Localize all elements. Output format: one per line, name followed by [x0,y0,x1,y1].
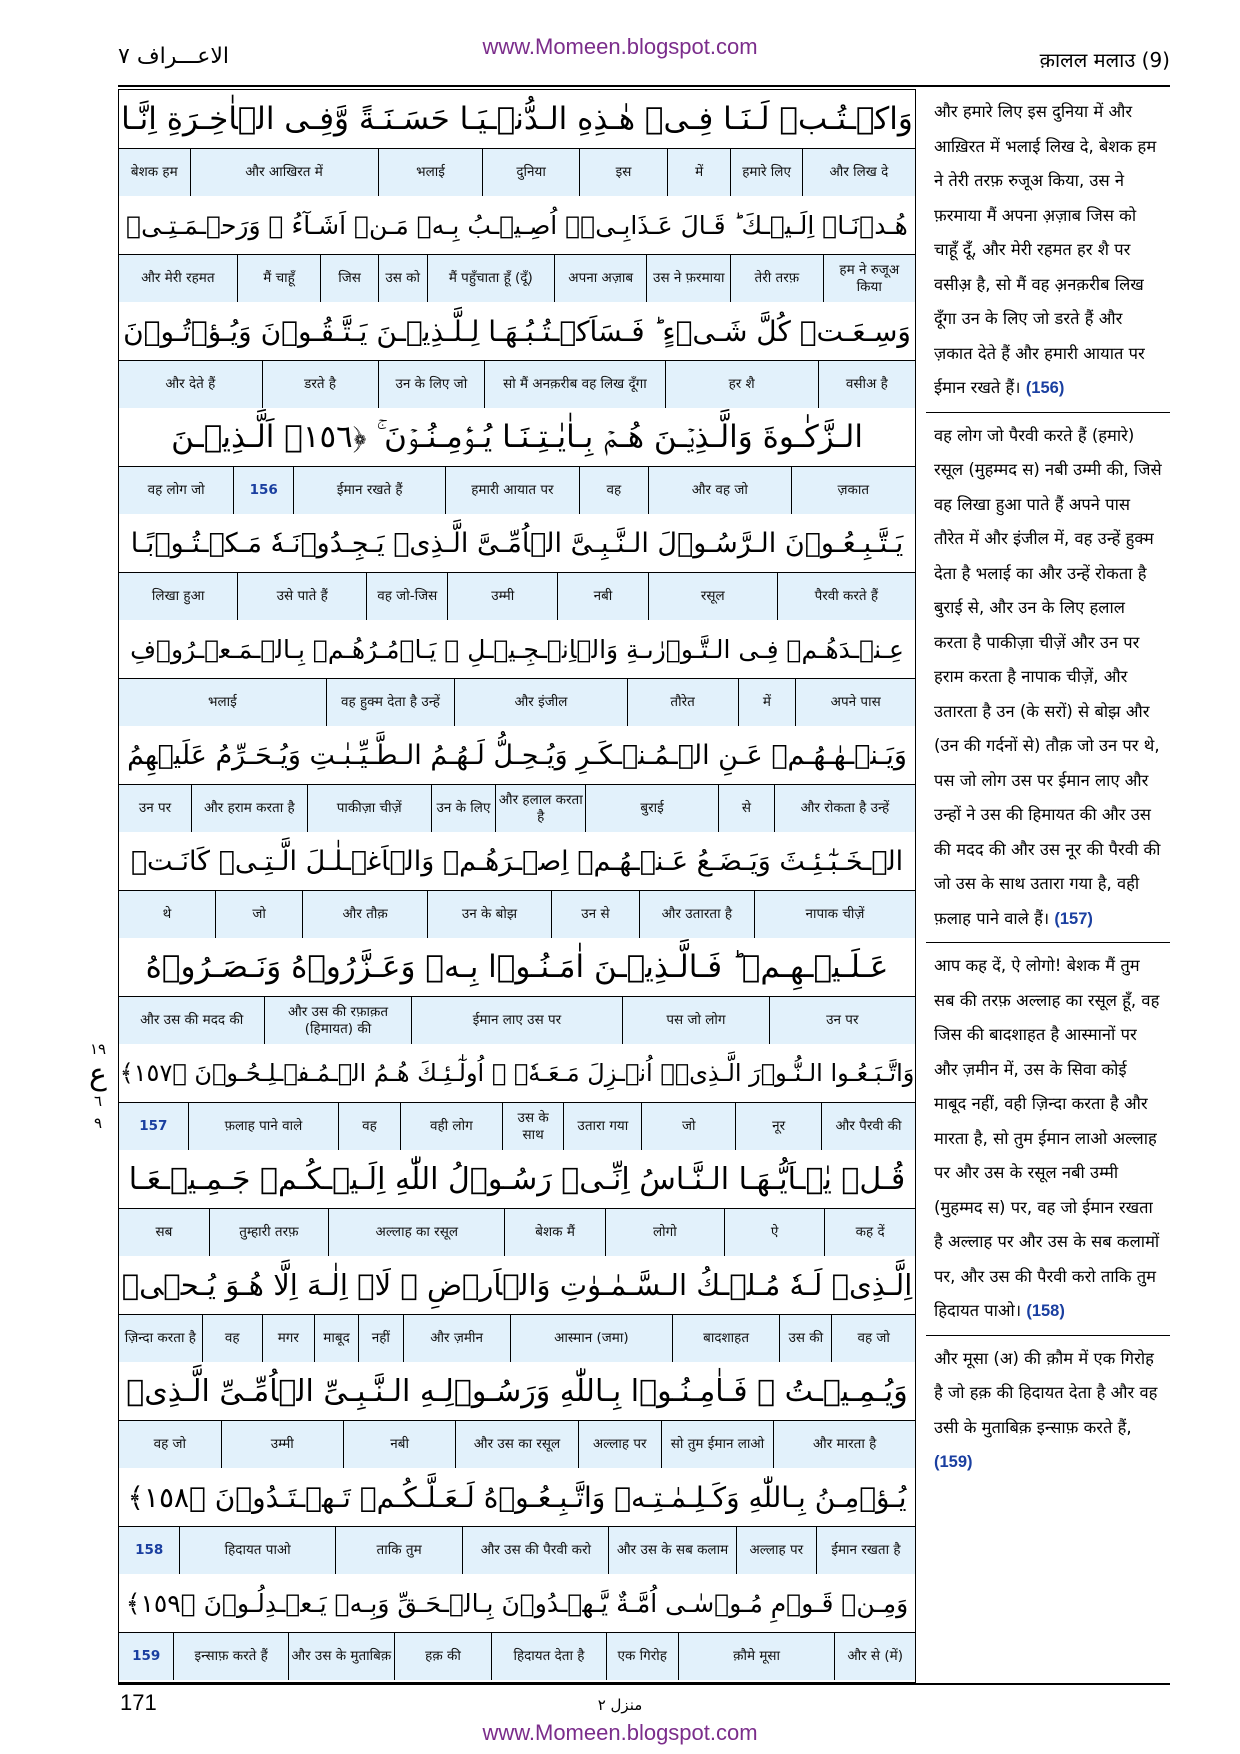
word-cell: वह हुक्म देता है उन्हें [326,679,454,726]
translation-paragraph [926,943,1170,1336]
word-cell: लिखा हुआ [151,588,205,604]
word-cell: और उतारता है [639,891,754,938]
word-cell: फ़लाह पाने वाले [188,1103,339,1150]
word-cell: वह जो-जिस [366,573,447,620]
word-translation-row [119,1314,915,1362]
word-cell: सो तुम ईमान लाओ [661,1421,773,1468]
word-cell: भलाई [208,694,237,710]
arabic-line: يَـتَّـبِـعُـوۡنَ الـرَّسُـوۡلَ الـنَّـبِـىَّ الۡاُمِّـىَّ الَّـذِىۡ يَـجِـدُوۡنَـهٗ مَـكۡـتُـوۡبًـا [130,527,904,559]
word-cell: वह [579,467,648,514]
word-cell: मैं पहुँचाता हूँ (दूँ) [427,255,554,302]
ruku-symbol: ع [89,1057,107,1092]
word-cell: क़ौमे मूसा [678,1633,834,1680]
ruku-top: ١٩ [89,1040,107,1058]
word-cell: हमारी आयात पर [445,467,579,514]
word-cell: अपने पास [795,679,915,726]
word-cell: जो [215,891,303,938]
arabic-line: عَـلَـيۡـهِـمۡ ؕ فَـالَّـذِيۡـنَ اٰمَـنُـوۡا بِـهٖ وَعَـزَّرُوۡهُ وَنَـصَـرُوۡهُ [145,949,889,985]
word-cell: ईमान लाए उस पर [411,997,623,1044]
surah-title: الاعـــراف ٧ [118,44,229,69]
word-translation-row [119,678,915,726]
verse-block [119,90,915,196]
word-cell: उस की [779,1315,831,1362]
word-cell: उन से [551,891,639,938]
translation-paragraph [926,413,1170,944]
word-cell: पस जो लोग [622,997,768,1044]
word-cell: और रोकता है उन्हें [774,785,915,832]
word-cell: उतारा गया [563,1103,641,1150]
verse-number: (159) [934,1453,973,1471]
page-number: 171 [120,1690,157,1715]
arabic-line: وَيَـنۡـهٰـهُـمۡ عَـنِ الۡـمُـنۡـكَـرِ وَيُـحِـلُّ لَـهُـمُ الـطَّـيِّـبٰـتِ وَيُـحَـرِّمُ عَلَيۡهِمُ [127,739,907,771]
word-cell: उम्मी [221,1421,343,1468]
word-cell: और मेरी रहमत [141,270,215,286]
verse-number: (157) [1054,909,1093,928]
verse-block [119,302,915,408]
paragraph-text: आप कह दें, ऐ लोगो! बेशक मैं तुम सब की तरफ़ अल्लाह का रसूल हूँ, वह जिस की बादशाहत है आस्मानों पर और ज़मीन में, उस के सिवा कोई माबूद नहीं, वही ज़िन्दा करता है और मारता है, सो तुम ईमान लाओ अल्लाह पर और उस के रसूल नबी उम्मी (मुहम्मद स) पर, वह जो ईमान रखता है अल्लाह पर और उस के सब कलामों पर, और उस की पैरवी करो ताकि तुम हिदायत पाओ। [934,956,1160,1320]
word-cell: और उस के मुताबिक़ [288,1633,394,1680]
word-cell: जिस [320,255,377,302]
arabic-line: وَيُـمِـيۡـتُ ۖ فَـاٰمِـنُـوۡا بِـاللّٰهِ وَرَسُـوۡلِـهِ الـنَّـبِـىِّ الۡاُمِّـىِّ الَّـذِىۡ [126,1373,908,1409]
arabic-line: قُـلۡ يٰۤـاَيُّـهَـا الـنَّـاسُ اِنِّـىۡ رَسُـوۡلُ اللّٰهِ اِلَـيۡـكُـمۡ جَـمِـيۡـعَـا [128,1161,906,1197]
word-cell: हमारे लिए [730,149,802,196]
word-translation-row [119,784,915,832]
top-rule [118,85,1170,87]
word-cell: भलाई [378,149,483,196]
verse-block [119,1468,915,1574]
word-cell: अल्लाह का रसूल [328,1209,504,1256]
word-cell: उस के साथ [502,1103,564,1150]
word-cell: और तौक़ [302,891,426,938]
word-cell: और से (में) [834,1633,915,1680]
word-cell: और हलाल करता है [495,785,585,832]
verse-block [119,1256,915,1362]
word-cell: वह [338,1103,400,1150]
verse-block [119,1150,915,1256]
arabic-line: وَاتَّـبَـعُـوا الـنُّـوۡرَ الَّـذِىۡۤ اُنۡـزِلَ مَـعَـهٗۤ ۙ اُولٰٓـئِـكَ هُـمُ الۡـمُـفۡـلِـحُـوۡنَ ﴿١٥٧﴾ [119,1059,915,1087]
paragraph-text: और मूसा (अ) की क़ौम में एक गिरोह है जो हक़ की हिदायत देता है और वह उसी के मुताबिक़ इन्साफ़ करते हैं, [934,1348,1158,1437]
ruku-mark [82,1038,114,1134]
word-cell: दुनिया [482,149,579,196]
verse-block [119,1362,915,1468]
word-translation-row [119,254,915,302]
word-cell: अल्लाह पर [736,1527,816,1574]
verse-number-cell: 158 [135,1542,164,1558]
word-cell: डरते है [262,361,378,408]
word-cell: थे [162,906,172,922]
word-cell: में [667,149,730,196]
word-cell: अपना अज़ाब [554,255,646,302]
word-cell: ऐ [724,1209,824,1256]
translation-column [926,89,1170,1683]
word-cell: वसीअ है [818,361,915,408]
word-cell: आस्मान (जमा) [510,1315,672,1362]
word-cell: उस ने फ़रमाया [646,255,730,302]
word-cell: सब [155,1224,173,1240]
arabic-line: عِـنۡـدَهُـمۡ فِـى الـتَّـوۡرٰىـةِ وَالۡاِنۡـجِـيۡـلِ ۡ يَـاۡمُـرُهُـمۡ بِـالۡـمَـعۡـرُوۡفِ [130,634,904,664]
word-translation-row [119,360,915,408]
word-cell: उन पर [138,800,172,816]
word-cell: उसे पाते हैं [237,573,366,620]
word-cell: ईमान रखते हैं [293,467,445,514]
word-cell: नूर [735,1103,821,1150]
word-cell: नहीं [358,1315,402,1362]
word-cell: उम्मी [447,573,557,620]
paragraph-text: वह लोग जो पैरवी करते हैं (हमारे) रसूल (मुहम्मद स) नबी उम्मी की, जिसे वह लिखा हुआ पाते हैं अपने पास तौरेत में और इंजील में, वह उन्हें हुक्म देता है भलाई का और उन्हें रोकता है बुराई से, और उन के लिए हलाल करता है पाकीज़ा चीज़ें और उन पर हराम करता है नापाक चीज़ें, और उतारता है उन (के सरों) से बोझ और (उन की गर्दनों से) तौक़ जो उन पर थे, पस जो लोग उस पर ईमान लाए और उन्हों ने उस की हिमायत की और उस की मदद की और उस नूर की पैरवी की जो उस के साथ उतारा गया है, वही फ़लाह पाने वाले हैं। [934,425,1162,928]
para-title: क़ालल मलाउ (9) [1039,48,1170,72]
arabic-line: وَاكۡـتُـبۡ لَـنَـا فِـىۡ هٰـذِهِ الـدُّنۡـيَـا حَسَـنَـةً وَّفِـى الۡاٰخِـرَةِ اِنَّـا [121,101,913,137]
word-cell: माबूद [314,1315,358,1362]
verse-block [119,408,915,514]
verse-block [119,1574,915,1680]
word-cell: और आखिरत में [190,149,378,196]
word-cell: सो मैं अनक़रीब वह लिख दूँगा [484,361,665,408]
word-cell: उस को [378,255,427,302]
translation-paragraph [926,1336,1170,1486]
arabic-line: الۡـخَـبٰٓـئِـثَ وَيَـضَـعُ عَـنۡـهُـمۡ اِصۡـرَهُـمۡ وَالۡاَغۡـلٰـلَ الَّـتِـىۡ كَانَـتۡ [130,845,904,877]
word-cell: मैं चाहूँ [237,255,321,302]
word-cell: पाकीज़ा चीज़ें [307,785,431,832]
word-cell: ताकि तुम [335,1527,462,1574]
verse-number: (158) [1026,1302,1065,1320]
word-cell: और देते हैं [165,376,216,392]
word-cell: वह जो [153,1436,187,1452]
word-cell: और पैरवी की [821,1103,915,1150]
word-cell: उन के लिए [431,785,496,832]
word-cell: बादशाहत [672,1315,779,1362]
word-translation-row [119,1526,915,1574]
word-translation-row [119,996,915,1044]
translation-table [118,89,916,1683]
word-cell: और इंजील [454,679,627,726]
word-cell: उन पर [769,997,915,1044]
verse-block [119,1044,915,1150]
word-translation-row [119,890,915,938]
word-cell: वह [202,1315,262,1362]
word-cell: उन के बोझ [427,891,551,938]
word-cell: और उस की रफ़ाक़त (हिमायत) की [264,997,410,1044]
word-cell: तेरी तरफ़ [730,255,822,302]
ruku-sub: ٦ [93,1092,103,1110]
word-translation-row [119,466,915,514]
word-cell: हम ने रुजूअ किया [823,255,915,302]
word-cell: कह दें [824,1209,915,1256]
word-cell: और हराम करता है [191,785,307,832]
verse-number: (156) [1025,379,1065,397]
word-cell: तौरेत [627,679,738,726]
word-cell: हिदायत देता है [491,1633,605,1680]
word-cell: ईमान रखता है [816,1527,915,1574]
verse-number-cell: 159 [132,1648,161,1664]
verse-block [119,514,915,620]
header-url: www.Momeen.blogspot.com [482,34,758,59]
word-cell: उन के लिए जो [378,361,485,408]
word-cell: तुम्हारी तरफ़ [209,1209,328,1256]
paragraph-text: और हमारे लिए इस दुनिया में और आख़िरत में भलाई लिख दे, बेशक हम ने तेरी तरफ़ रुजूअ किया, उस ने फ़रमाया मैं अपना अ़ज़ाब जिस को चाहूँ दूँ, और मेरी रहमत हर शै पर वसीअ़ है, सो मैं वह अ़नक़रीब लिख दूँगा उन के लिए जो डरते हैं और ज़कात देते हैं और हमारी आयात पर ईमान रखते हैं। [934,102,1157,397]
word-cell: मगर [262,1315,314,1362]
arabic-line: يُـؤۡمِـنُ بِـاللّٰهِ وَكَـلِـمٰـتِـهٖ وَاتَّـبِـعُـوۡهُ لَـعَـلَّـكُـمۡ تَـهۡـتَـدُوۡنَ ﴿١٥٨﴾ [127,1480,907,1514]
word-cell: वह लोग जो [147,482,205,498]
word-cell: से [718,785,774,832]
word-cell: जो [641,1103,735,1150]
word-cell: और ज़मीन [403,1315,510,1362]
word-cell: बुराई [585,785,718,832]
word-cell: ज़कात [791,467,915,514]
word-cell: लोगो [605,1209,724,1256]
word-cell: और उस के सब कलाम [608,1527,735,1574]
verse-block [119,726,915,832]
word-cell: और उस का रसूल [455,1421,577,1468]
bottom-rule [118,1683,1170,1685]
word-translation-row [119,1632,915,1680]
word-cell: वही लोग [400,1103,502,1150]
verse-block [119,620,915,726]
arabic-line: وَسِـعَـتۡ كُلَّ شَـىۡءٍ ؕ فَـسَاَكۡـتُـبُـهَـا لِـلَّـذِيۡـنَ يَـتَّـقُـوۡنَ وَيُـؤۡتُـوۡنَ [123,314,911,348]
word-cell: और उस की मदद की [140,1012,244,1028]
translation-paragraph [926,89,1170,413]
word-cell: और वह जो [648,467,791,514]
word-cell: में [738,679,796,726]
word-cell: इस [579,149,667,196]
arabic-line: هُـدۡنَـاۤ اِلَـيۡـكَ ؕ قَـالَ عَـذَابِـىۡۤ اُصِـيۡـبُ بِـهٖ مَـنۡ اَشَـآءُ ۚ وَرَحۡـمَـتِـىۡ [126,210,908,240]
word-cell: नबी [557,573,648,620]
word-cell: पैरवी करते हैं [777,573,915,620]
word-cell: वह जो [831,1315,915,1362]
verse-block [119,196,915,302]
word-translation-row [119,1102,915,1150]
word-cell: और उस की पैरवी करो [462,1527,608,1574]
verse-number-cell: 156 [233,467,293,514]
word-cell: बेशक मैं [504,1209,604,1256]
word-translation-row [119,1208,915,1256]
word-translation-row [119,148,915,196]
word-translation-row [119,572,915,620]
word-cell: और मारता है [773,1421,915,1468]
word-cell: हर शै [665,361,818,408]
verse-block [119,832,915,938]
arabic-line: اِلَّـذِىۡ لَـهٗ مُـلۡـكُ الـسَّـمٰـوٰتِ وَالۡاَرۡضِ ۚ لَاۤ اِلٰـهَ اِلَّا هُـوَ يُـحۡىٖ [121,1268,913,1302]
word-cell: हक़ की [394,1633,492,1680]
word-cell: इन्साफ़ करते हैं [173,1633,287,1680]
word-cell: ज़िन्दा करता है [124,1330,196,1346]
arabic-line: الـزَّكٰـوةَ وَالَّـذِيۡـنَ هُـمۡ بِـاٰيٰـتِـنَـا يُـؤۡمِـنُـوۡنَ ۚ ﴿١٥٦﴾ اَلَّـذِيۡـنَ [171,418,863,455]
word-cell: नापाक चीज़ें [754,891,915,938]
manzil-label: منزل ٢ [597,1696,643,1714]
verse-number-cell: 157 [139,1118,168,1134]
word-cell: और लिख दे [802,149,915,196]
word-cell: एक गिरोह [606,1633,678,1680]
verse-block [119,938,915,1044]
word-cell: अल्लाह पर [578,1421,661,1468]
ruku-bottom: ٩ [93,1114,103,1132]
arabic-line: وَمِـنۡ قَـوۡمِ مُـوۡسٰـى اُمَّـةٌ يَّـهۡـدُوۡنَ بِـالۡـحَـقِّ وَبِـهٖ يَـعۡـدِلُـوۡنَ ﴿١٥٩﴾ [125,1588,909,1618]
word-cell: रसूल [648,573,777,620]
footer-url: www.Momeen.blogspot.com [482,1720,758,1745]
word-translation-row [119,1420,915,1468]
word-cell: हिदायत पाओ [179,1527,335,1574]
word-cell: नबी [343,1421,455,1468]
word-cell: बेशक हम [130,164,178,180]
